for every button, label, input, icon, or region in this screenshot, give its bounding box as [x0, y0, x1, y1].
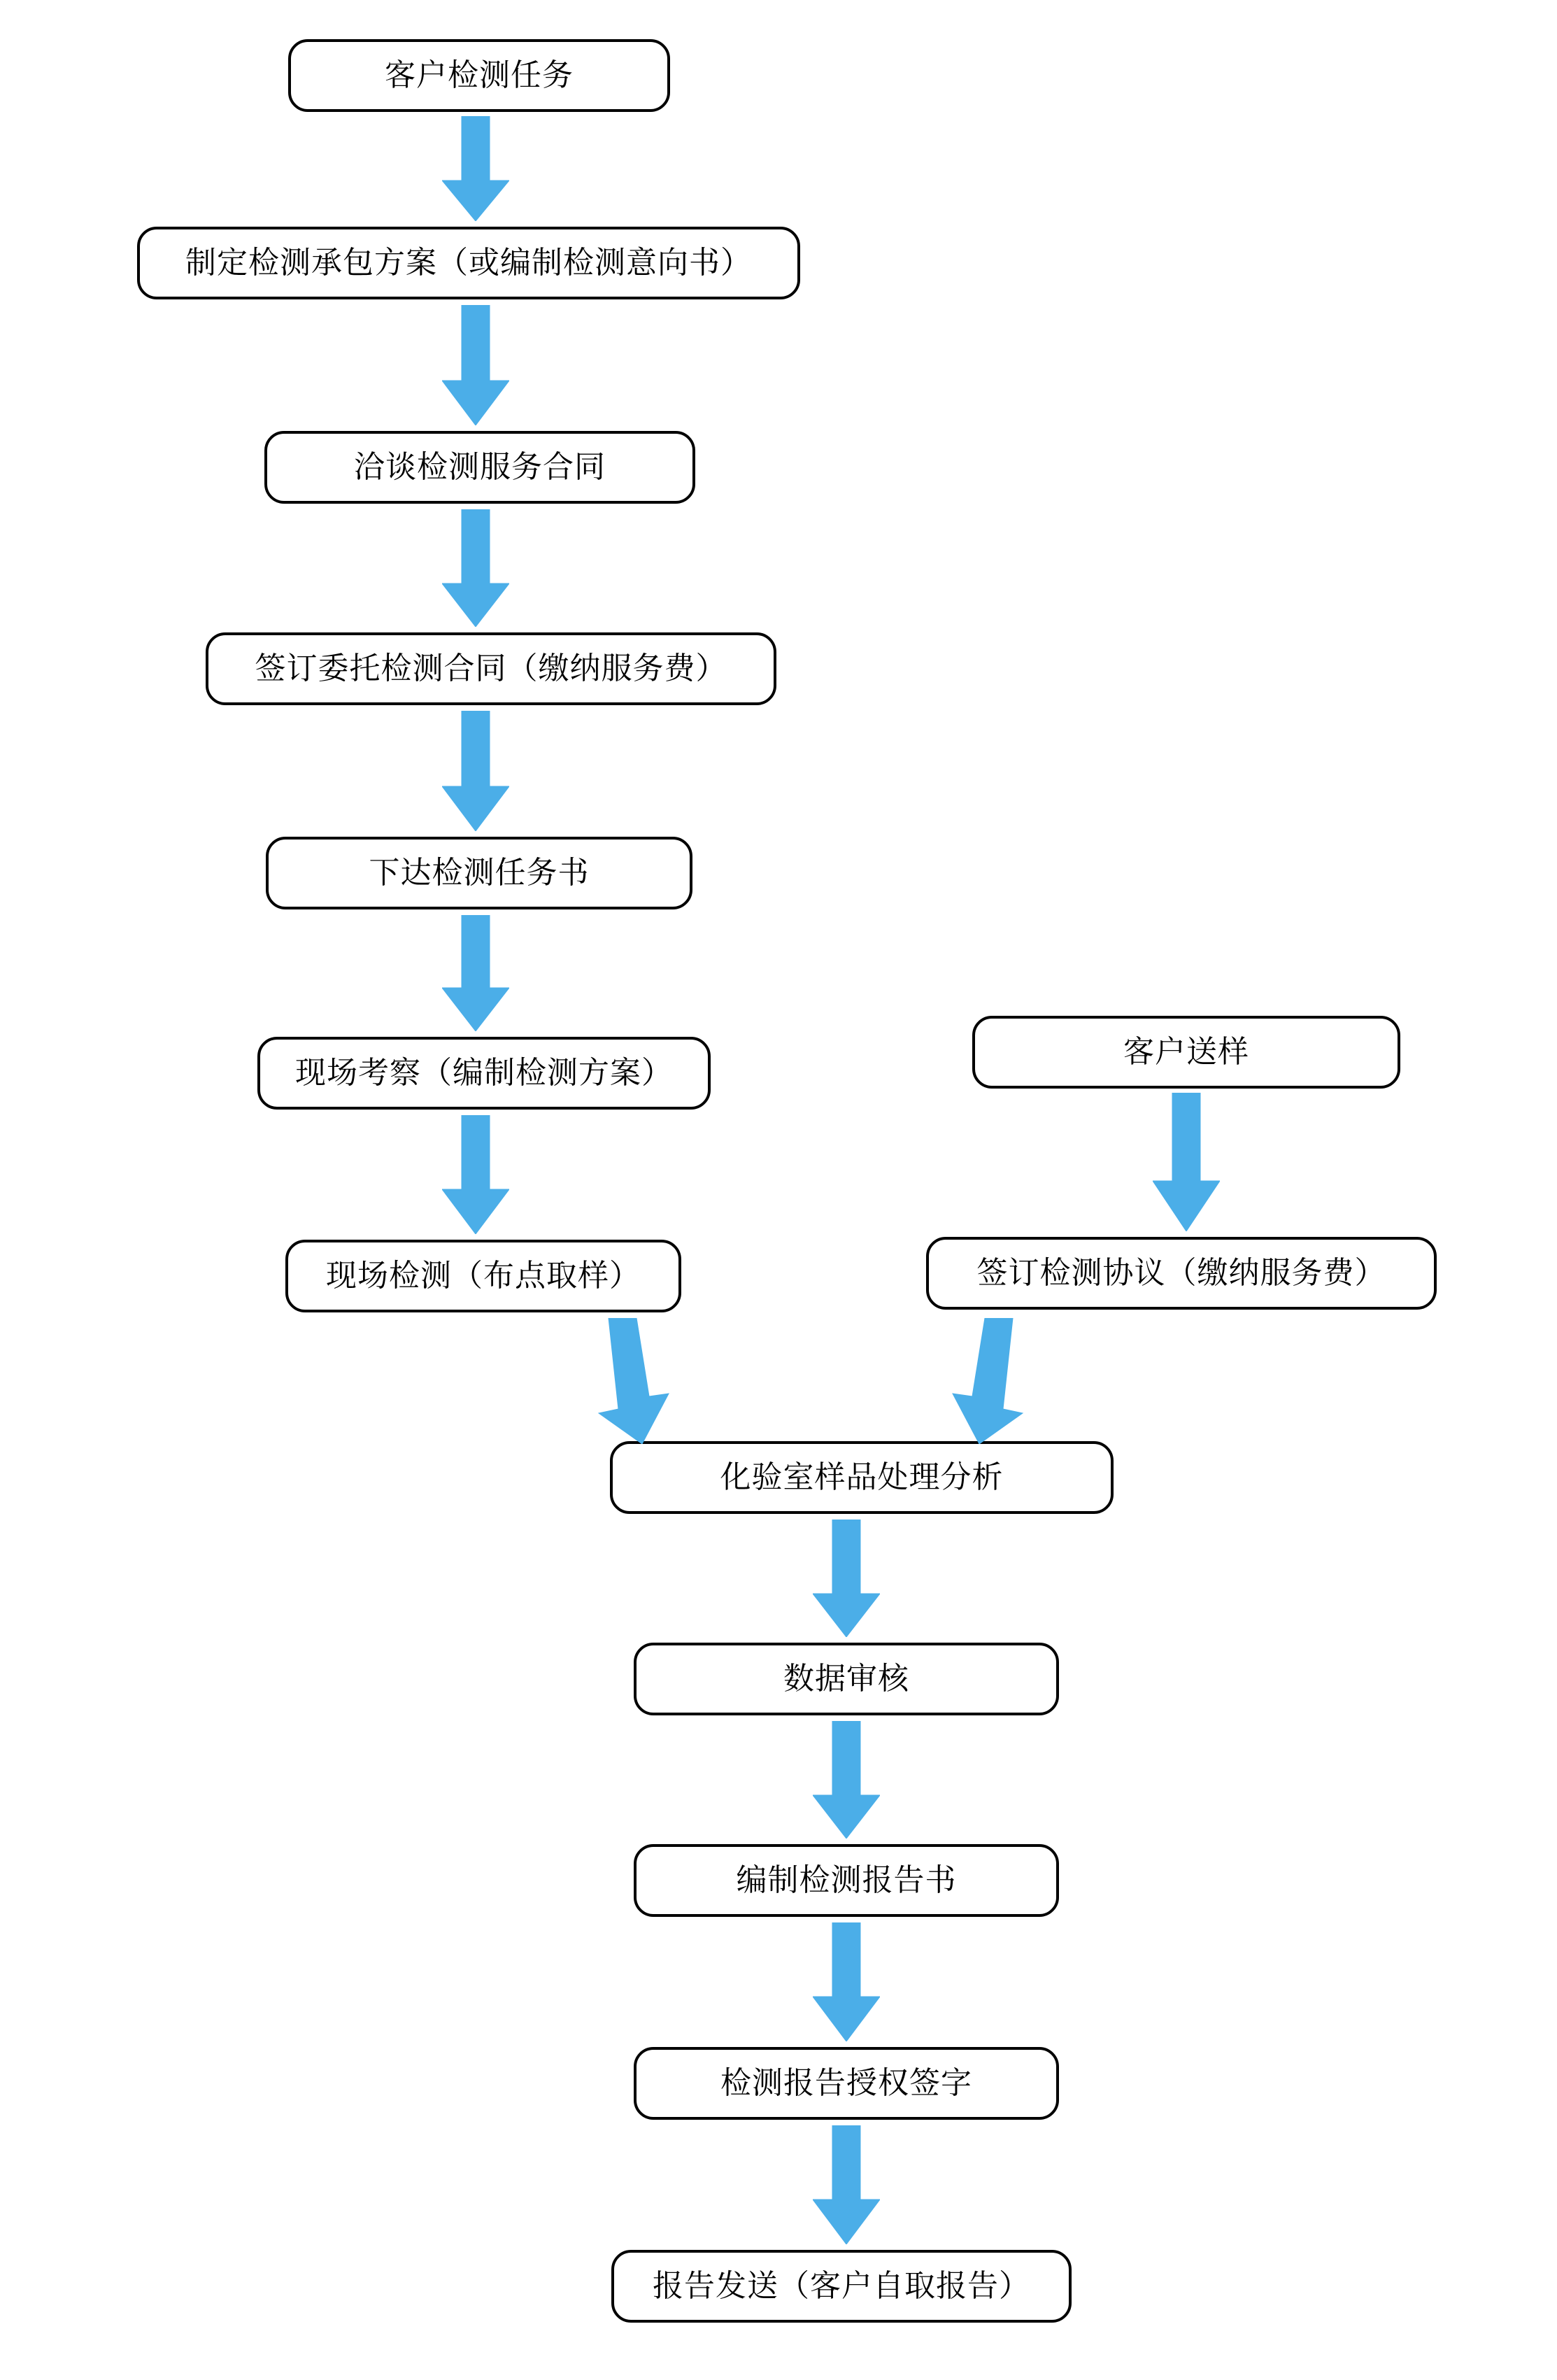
flow-arrow-n4-n5	[442, 711, 509, 831]
flow-node-label: 签订委托检测合同（缴纳服务费）	[255, 651, 727, 686]
flow-node-issue-task-order[interactable]	[266, 837, 692, 909]
flow-arrow-n1-n2	[442, 116, 509, 221]
flow-node-label: 签订检测协议（缴纳服务费）	[976, 1255, 1386, 1290]
flow-node-label: 编制检测报告书	[736, 1862, 957, 1897]
flow-arrow-n7-n10	[593, 1318, 683, 1444]
flow-node-compile-report[interactable]	[634, 1844, 1059, 1917]
flow-node-customer-sample-delivery[interactable]	[972, 1016, 1400, 1089]
flow-node-data-review[interactable]	[634, 1643, 1059, 1715]
flow-node-site-detection[interactable]	[285, 1240, 681, 1312]
flow-node-label: 检测报告授权签字	[720, 2065, 972, 2100]
flow-node-lab-sample-analysis[interactable]	[610, 1441, 1114, 1514]
flow-node-label: 客户送样	[1123, 1034, 1249, 1069]
flow-node-report-authorized-signature[interactable]	[634, 2047, 1059, 2120]
flow-arrow-n13-n14	[813, 2125, 880, 2244]
flow-node-label: 洽谈检测服务合同	[354, 449, 606, 484]
flow-arrow-n2-n3	[442, 305, 509, 425]
flow-node-label: 化验室样品处理分析	[720, 1459, 1004, 1494]
flow-node-label: 客户检测任务	[385, 57, 574, 92]
flow-node-contract-plan[interactable]	[137, 227, 800, 299]
flow-node-sign-entrust-contract[interactable]	[206, 632, 776, 705]
flow-node-negotiate-service-contract[interactable]	[264, 431, 695, 504]
flow-node-label: 现场考察（编制检测方案）	[295, 1055, 673, 1090]
flow-node-label: 现场检测（布点取样）	[326, 1258, 641, 1293]
flow-node-label: 制定检测承包方案（或编制检测意向书）	[185, 245, 752, 280]
flow-arrow-n9-n10	[939, 1318, 1028, 1444]
flow-arrow-n12-n13	[813, 1922, 880, 2041]
flow-node-label: 下达检测任务书	[369, 855, 590, 890]
flow-arrow-n3-n4	[442, 509, 509, 627]
flow-node-customer-task[interactable]	[288, 39, 670, 112]
flow-arrow-n5-n6	[442, 915, 509, 1031]
flow-arrow-n6-n7	[442, 1115, 509, 1234]
flow-node-label: 数据审核	[783, 1661, 909, 1696]
flow-arrow-n10-n11	[813, 1520, 880, 1637]
flow-node-report-delivery[interactable]	[611, 2250, 1072, 2323]
flow-arrow-n8-n9	[1153, 1093, 1220, 1231]
flow-arrow-n11-n12	[813, 1721, 880, 1839]
flow-node-sign-detection-agreement[interactable]	[926, 1237, 1437, 1310]
flow-node-site-survey[interactable]	[257, 1037, 711, 1110]
flow-node-label: 报告发送（客户自取报告）	[653, 2268, 1030, 2303]
